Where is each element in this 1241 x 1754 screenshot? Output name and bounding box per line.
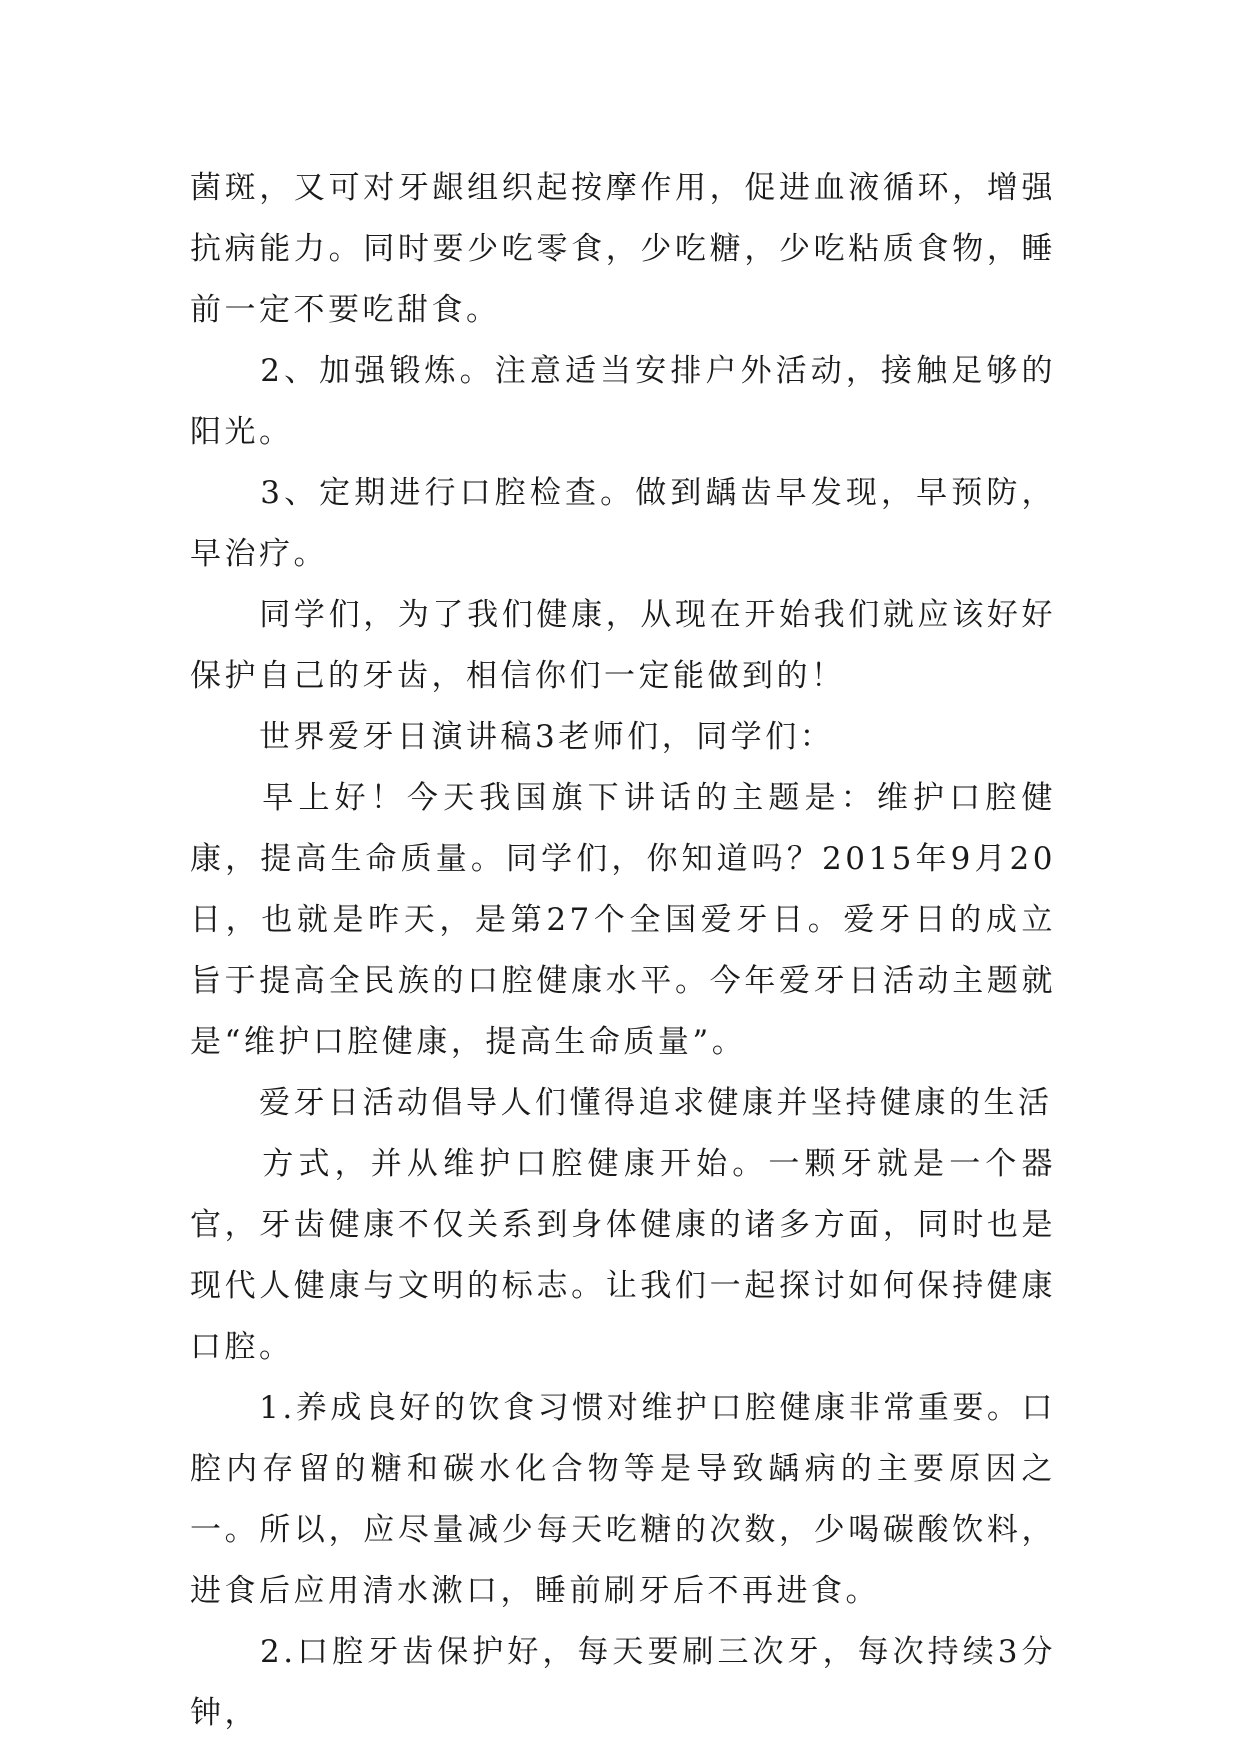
paragraph-oral-checkup: 3、定期进行口腔检查。做到龋齿早发现，早预防，早治疗。	[190, 475, 1056, 572]
document-body	[190, 158, 1056, 1744]
paragraph-brushing: 2.口腔牙齿保护好，每天要刷三次牙，每次持续3分钟，	[190, 1634, 1056, 1731]
paragraph-lifestyle: 爱牙日活动倡导人们懂得追求健康并坚持健康的生活	[190, 1085, 1053, 1121]
paragraph-plaque-massage: 菌斑，又可对牙龈组织起按摩作用，促进血液循环，增强抗病能力。同时要少吃零食，少吃糖，少吃粘质食物，睡前一定不要吃甜食。	[190, 170, 1056, 328]
paragraph-speech-heading: 世界爱牙日演讲稿3老师们，同学们：	[190, 719, 835, 755]
paragraph-exercise: 2、加强锻炼。注意适当安排户外活动，接触足够的阳光。	[190, 353, 1056, 450]
paragraph-lifestyle-cont: 方式，并从维护口腔健康开始。一颗牙就是一个器官，牙齿健康不仅关系到身体健康的诸多方面，同时也是现代人健康与文明的标志。让我们一起探讨如何保持健康口腔。	[190, 1146, 1056, 1365]
paragraph-speech-intro: 早上好！今天我国旗下讲话的主题是：维护口腔健康，提高生命质量。同学们，你知道吗？2015年9月20日，也就是昨天，是第27个全国爱牙日。爱牙日的成立旨于提高全民族的口腔健康水平。今年爱牙日活动主题就是“维护口腔健康，提高生命质量”。	[190, 780, 1056, 1060]
paragraph-diet-habits: 1.养成良好的饮食习惯对维护口腔健康非常重要。口腔内存留的糖和碳水化合物等是导致龋病的主要原因之一。所以，应尽量减少每天吃糖的次数，少喝碳酸饮料，进食后应用清水漱口，睡前刷牙后不再进食。	[190, 1390, 1056, 1609]
paragraph-protect-teeth: 同学们，为了我们健康，从现在开始我们就应该好好保护自己的牙齿，相信你们一定能做到的！	[190, 597, 1056, 694]
